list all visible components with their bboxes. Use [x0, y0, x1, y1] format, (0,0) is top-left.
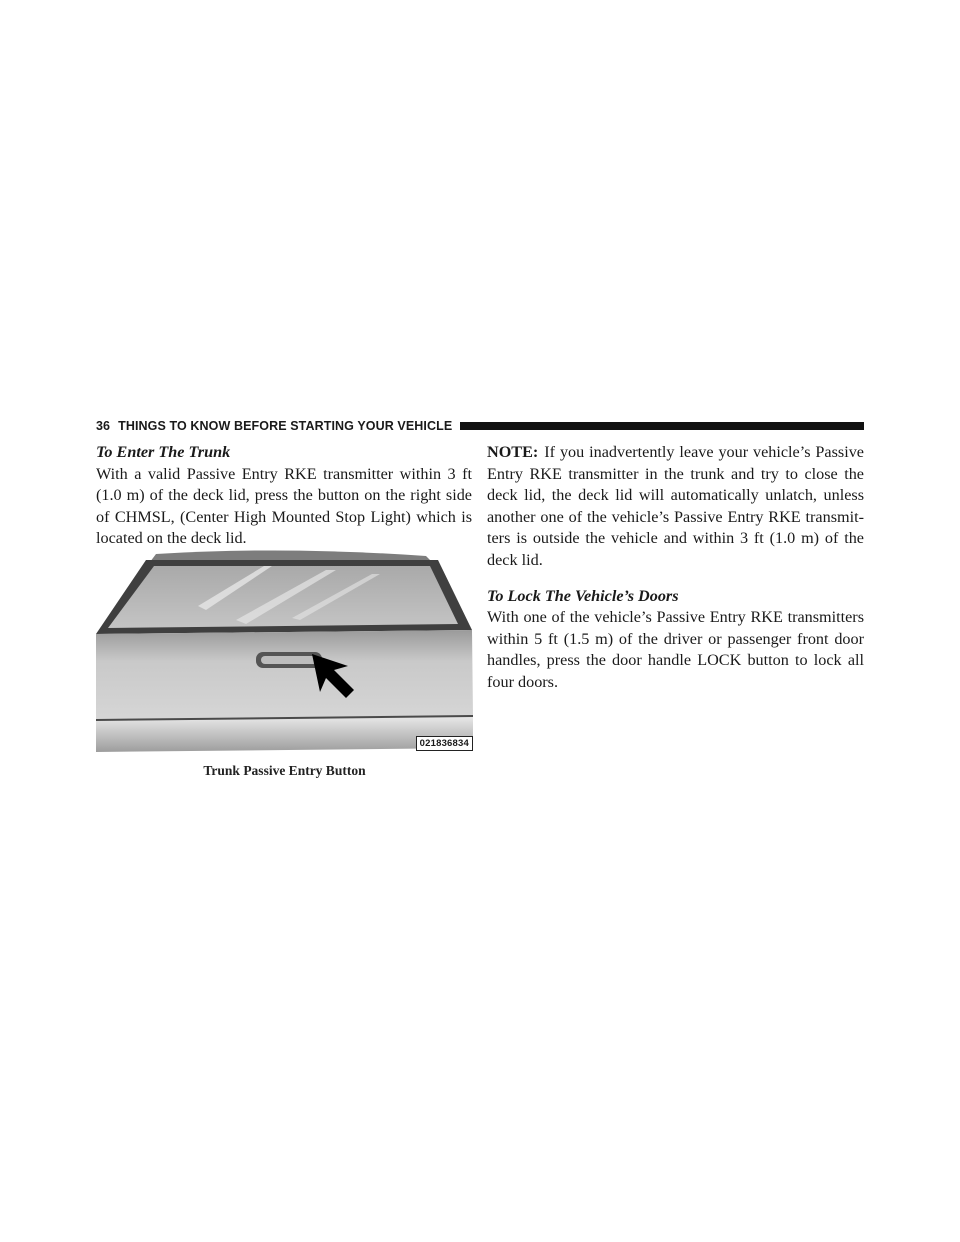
- deck-lid: [96, 630, 473, 720]
- note-paragraph: [487, 442, 864, 572]
- note-label: NOTE:: [487, 443, 539, 461]
- trunk-body: With a valid Passive Entry RKE transmitter within 3 ft (1.0 m) of the deck lid, press the button on the right side of CHMSL, (Center High Mounted Stop Light) which is located on the deck lid.: [96, 464, 472, 548]
- figure-code: 021836834: [416, 736, 473, 751]
- trunk-heading: To Enter The Trunk: [96, 443, 231, 461]
- trunk-figure: [96, 548, 473, 755]
- section-title: THINGS TO KNOW BEFORE STARTING YOUR VEHICLE: [118, 419, 453, 433]
- page-number: 36: [96, 419, 111, 433]
- page-header: [96, 418, 864, 434]
- lock-body: With one of the vehicle’s Passive Entry RKE transmitters within 5 ft (1.5 m) of the driver or passenger front door handles, press the door handle LOCK button to lock all four doors.: [487, 608, 864, 691]
- right-column: [487, 442, 864, 694]
- left-column: [96, 442, 472, 550]
- header-rule: [460, 422, 864, 430]
- chmsl-lens: [261, 656, 317, 664]
- trunk-illustration: [96, 548, 473, 755]
- note-text: If you inadvertently leave your vehicle’s Passive Entry RKE transmitter in the trunk and try to close the deck lid, the deck lid will automatically unlatch, unless another one of the vehicle’s Passive Entry RKE transmit-ters is outside the vehicle and within 3 ft (1.0 m) of the deck lid.: [487, 443, 864, 569]
- figure-caption: Trunk Passive Entry Button: [203, 763, 366, 778]
- lock-heading: To Lock The Vehicle’s Doors: [487, 586, 679, 605]
